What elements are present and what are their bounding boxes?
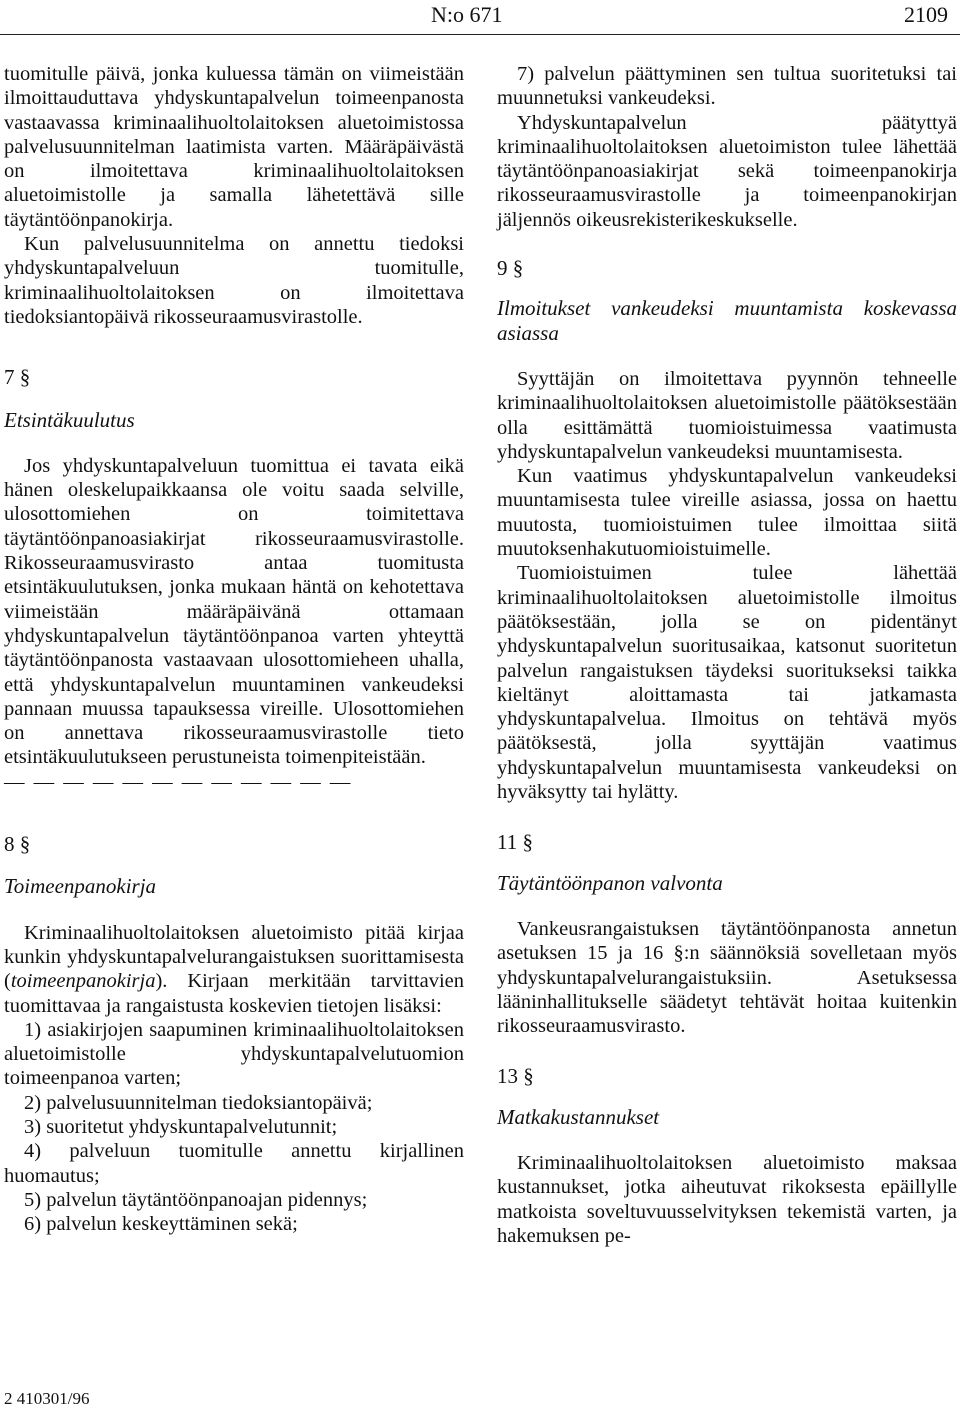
text-run: ). Kirjaan merkitään tarvittavien tuomittavaa ja rangaistusta koskevien tietojen lisäksi: [4,970,464,1017]
section-title: Ilmoitukset vankeudeksi muuntamista koskevassa asiassa [497,296,957,345]
list-item: 5) palvelun täytäntöönpanoajan pidennys; [24,1188,368,1211]
paragraph: Tuomioistuimen tulee lähettää kriminaalihuoltolaitoksen aluetoimistolle ilmoitus päätöksestään, jolla se on pidentänyt yhdyskuntapalvelun suoritusaikaa, katsonut suoritetun palvelun rangaistuksen täydeksi suoritukseksi taikka kieltänyt aloittamasta tai jatkamasta yhdyskuntapalvelua. Ilmoitus on tehtävä myös päätöksestä, jolla syyttäjän vaatimus yhdyskuntapalvelun muuntamisesta vankeudeksi on hyväksytty tai hylätty. [497,562,957,804]
paragraph: tuomitulle päivä, jonka kuluessa tämän on viimeistään ilmoittauduttava yhdyskuntapalvelun toimeenpanosta vastaavassa kriminaalihuoltolaitoksen aluetoimistossa palvelusuunnitelman laatimista varten. Määräpäivästä on ilmoitettava kriminaalihuoltolaitoksen aluetoimistolle ja samalla lähetettävä sille täytäntöönpanokirja. [4,63,464,231]
page-number: 2109 [904,2,948,27]
issue-number: N:o 671 [431,2,503,27]
list-item: 1) asiakirjojen saapuminen kriminaalihuoltolaitoksen aluetoimistolle yhdyskuntapalvelutuomion toimeenpanoa varten; [4,1018,464,1090]
paragraph: Vankeusrangaistuksen täytäntöönpanosta annetun asetuksen 15 ja 16 §:n säännöksiä sovelletaan myös yhdyskuntapalvelurangaistuksiin. Asetuksessa lääninhallitukselle säädetyt tehtävät hoitaa kuitenkin rikosseuraamusvirasto. [497,917,957,1038]
left-column [4,62,464,1236]
paragraph: Jos yhdyskuntapalveluun tuomittua ei tavata eikä hänen oleskelupaikkaansa ole voitu saada selville, ulosottomiehen on toimitettava täytäntöönpanoasiakirjat rikosseuraamusvirastolle. Rikosseuraamusvirasto antaa tuomitusta etsintäkuulutuksen, jonka mukaan häntä on kehotettava viimeistään määräpäivänä ottamaan yhdyskuntapalvelun täytäntöönpanoa varten yhteyttä täytäntöönpanosta vastaavaan ulosottomieheen uhalla, että yhdyskuntapalvelun muuntaminen vankeudeksi pannaan muussa tapauksessa vireille. Ulosottomiehen on annettava rikosseuraamusvirastolle tieto etsintäkuulutukseen perustuneista toimenpiteistään. [4,454,464,769]
section-title: Matkakustannukset [497,1104,660,1129]
paragraph: Kun palvelusuunnitelma on annettu tiedoksi yhdyskuntapalveluun tuomitulle, kriminaalihuoltolaitoksen on ilmoitettava tiedoksiantopäivä rikosseuraamusvirastolle. [4,233,464,328]
list-item: 2) palvelusuunnitelman tiedoksiantopäivä; [24,1091,373,1114]
emphasized-term: toimeenpanokirja [10,970,156,993]
omission-dashes: — — — — — — — — — — — — [4,770,353,793]
section-number: 13 § [497,1064,534,1089]
paragraph: Syyttäjän on ilmoitettava pyynnön tehneelle kriminaalihuoltolaitoksen aluetoimistolle päätöksestään olla esittämättä tuomioistuimessa vaatimusta yhdyskuntapalvelun vankeudeksi muuntamisesta. [497,367,957,463]
text-run: Kriminaalihuoltolaitoksen aluetoimisto pitää kirjaa kunkin yhdyskuntapalvelurangaistuksen suorittamisesta ( [4,921,464,993]
paragraph: 7) palvelun päättyminen sen tultua suoritetuksi tai muunnetuksi vankeudeksi. [497,63,957,110]
section-number: 11 § [497,830,533,855]
paragraph: Kun vaatimus yhdyskuntapalvelun vankeudeksi muuntamisesta tulee vireille asiassa, jossa on haettu muutosta, tuomioistuimen tulee ilmoittaa siitä muutoksenhakutuomioistuimelle. [497,465,957,561]
list-item: 4) palveluun tuomitulle annettu kirjallinen huomautus; [4,1140,464,1187]
paragraph [4,921,464,1018]
page-header [0,0,960,30]
page-footer-code: 2 410301/96 [4,1389,90,1408]
section-title: Toimeenpanokirja [4,874,157,899]
list-item: 6) palvelun keskeyttäminen sekä; [24,1213,298,1236]
section-title: Etsintäkuulutus [4,407,135,432]
section-number: 8 § [4,832,31,857]
right-column [497,62,957,1248]
section-number: 9 § [497,256,524,281]
paragraph: Yhdyskuntapalvelun päätyttyä kriminaalihuoltolaitoksen aluetoimiston tulee lähettää täytäntöönpanoasiakirjat sekä toimeenpanokirja rikosseuraamusvirastolle ja toimeenpanokirjan jäljennös oikeusrekisterikeskukselle. [497,111,957,231]
paragraph: Kriminaalihuoltolaitoksen aluetoimisto maksaa kustannukset, jotka aiheutuvat rikoksesta epäillylle matkoista soveltuvuusselvityksen tekemistä varten, ja hakemuksen pe- [497,1151,957,1247]
list-item: 3) suoritetut yhdyskuntapalvelutunnit; [24,1115,338,1138]
header-rule [0,34,960,35]
section-number: 7 § [4,365,31,390]
section-title: Täytäntöönpanon valvonta [497,870,723,895]
